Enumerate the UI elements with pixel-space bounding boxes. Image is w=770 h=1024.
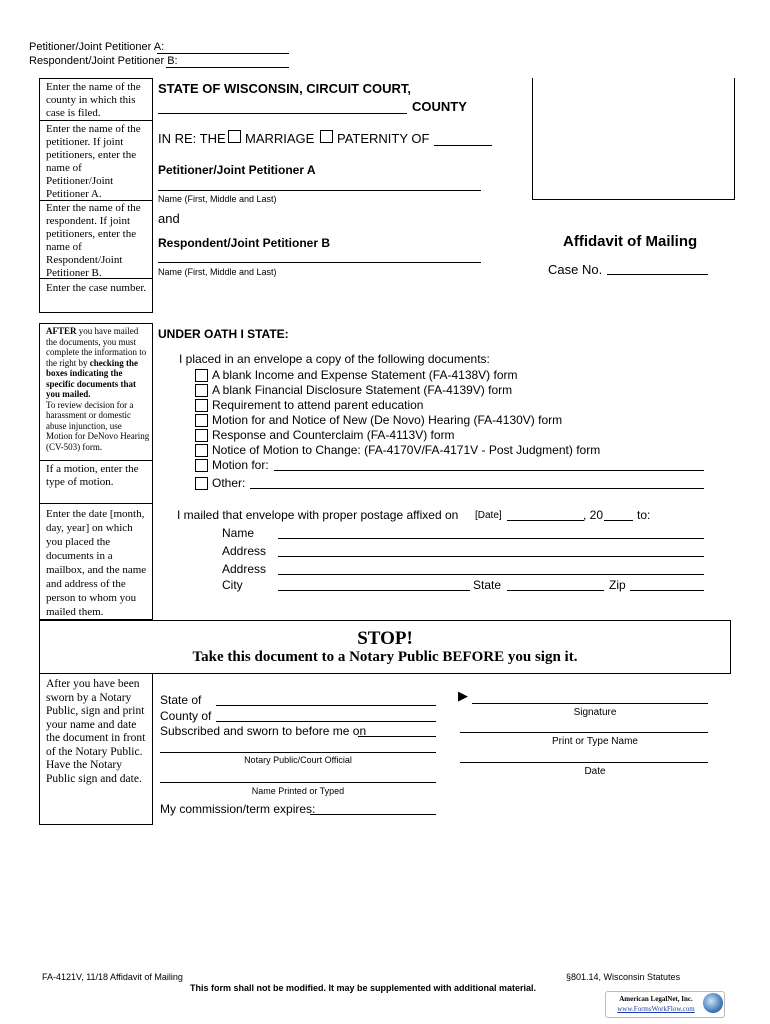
- other-label: Other:: [212, 476, 246, 490]
- recipient-name-field[interactable]: [278, 538, 704, 539]
- modification-notice: This form shall not be modified. It may be supplemented with additional material.: [190, 983, 537, 993]
- commission-field[interactable]: [310, 814, 436, 815]
- oath-heading: UNDER OATH I STATE:: [158, 327, 289, 341]
- signature-field[interactable]: [472, 703, 708, 704]
- state-field[interactable]: [507, 590, 604, 591]
- after-rest-text: you have mailed the documents, you must complete the information to the right by: [46, 326, 147, 368]
- checkbox-financial-disclosure[interactable]: [195, 384, 208, 397]
- mailing-date-field[interactable]: [507, 520, 584, 521]
- recipient-name-label: Name: [222, 526, 255, 540]
- mailing-sentence: I mailed that envelope with proper postage affixed on: [177, 508, 459, 522]
- item-parent-education: Requirement to attend parent education: [212, 398, 424, 412]
- print-name-label: Print or Type Name: [552, 736, 638, 747]
- item-de-novo: Motion for and Notice of New (De Novo) Hearing (FA-4130V) form: [212, 413, 563, 427]
- motion-type-note: If a motion, enter the type of motion.: [46, 463, 139, 488]
- date-field[interactable]: [460, 762, 708, 763]
- publisher-website-link[interactable]: www.FormsWorkFlow.com: [617, 1005, 695, 1013]
- item-motion-to-change: Notice of Motion to Change: (FA-4170V/FA-4171V - Post Judgment) form: [212, 443, 601, 457]
- recipient-address-field[interactable]: [278, 556, 704, 557]
- notary-official-label: Notary Public/Court Official: [244, 755, 352, 765]
- subscribed-label: Subscribed and sworn to before me on: [160, 724, 367, 738]
- state-of-field[interactable]: [216, 705, 436, 706]
- zip-label: Zip: [609, 578, 626, 592]
- oath-intro: I placed in an envelope a copy of the following documents:: [179, 352, 490, 366]
- year-prefix: , 20: [583, 508, 604, 522]
- review-note: To review decision for a harassment or domestic abuse injunction, use Motion for DeNovo Hearing (CV-503) form.: [46, 399, 150, 452]
- checking-bold-text: checking the boxes indicating the specific documents that you mailed.: [46, 357, 138, 399]
- date-hint: [Date]: [475, 510, 502, 521]
- marriage-checkbox[interactable]: [228, 130, 241, 143]
- item-response-counterclaim: Response and Counterclaim (FA-4113V) form: [212, 428, 455, 442]
- court-heading: STATE OF WISCONSIN, CIRCUIT COURT,: [158, 81, 412, 96]
- recipient-address-label: Address: [222, 544, 267, 558]
- checkbox-other[interactable]: [195, 477, 208, 490]
- print-name-field[interactable]: [460, 732, 708, 733]
- county-of-field[interactable]: [216, 721, 436, 722]
- statute: §801.14, Wisconsin Statutes: [566, 972, 681, 982]
- form-id: FA-4121V, 11/18 Affidavit of Mailing: [42, 972, 183, 982]
- city-label: City: [222, 578, 243, 592]
- checkbox-motion-for[interactable]: [195, 459, 208, 472]
- recipient-address2-label: Address: [222, 562, 267, 576]
- respondent-name-field[interactable]: [158, 262, 481, 263]
- respondent-name-hint: Name (First, Middle and Last): [158, 267, 277, 277]
- paternity-label: PATERNITY OF: [337, 131, 430, 146]
- in-re-label: IN RE: THE: [158, 131, 226, 146]
- checkbox-income-expense[interactable]: [195, 369, 208, 382]
- motion-for-label: Motion for:: [212, 458, 269, 472]
- state-of-label: State of: [160, 693, 202, 707]
- state-label: State: [473, 578, 502, 592]
- checkbox-motion-to-change[interactable]: [195, 444, 208, 457]
- to-label: to:: [637, 508, 651, 522]
- date-mailing-note: Enter the date [month, day, year] on which you placed the documents in a mailbox, and the name and address of the person to whom you mailed them.: [46, 508, 147, 618]
- publisher-logo-icon: [703, 993, 723, 1013]
- checkbox-response-counterclaim[interactable]: [195, 429, 208, 442]
- stop-subtitle: Take this document to a Notary Public BEFORE you sign it.: [192, 649, 578, 665]
- case-number-field[interactable]: [607, 274, 708, 275]
- other-field[interactable]: [250, 488, 704, 489]
- respondent-b-header-label: Respondent/Joint Petitioner B:: [29, 55, 178, 67]
- respondent-b-header-field[interactable]: [166, 67, 289, 68]
- item-financial-disclosure: A blank Financial Disclosure Statement (FA-4139V) form: [212, 383, 513, 397]
- petitioner-a-header-field[interactable]: [157, 53, 289, 54]
- notary-note: After you have been sworn by a Notary Public, sign and print your name and date the document in front of the Notary Public. Have the Notary Public sign and date.: [46, 678, 146, 785]
- petitioner-name-hint: Name (First, Middle and Last): [158, 194, 277, 204]
- date-label: Date: [584, 766, 606, 777]
- respondent-title: Respondent/Joint Petitioner B: [158, 236, 331, 250]
- instruction-petitioner: Enter the name of the petitioner. If joint petitioners, enter the name of Petitioner/Joint Petitioner A.: [46, 123, 141, 200]
- document-title: Affidavit of Mailing: [563, 233, 698, 250]
- recipient-address2-field[interactable]: [278, 574, 704, 575]
- commission-label: My commission/term expires:: [160, 802, 316, 816]
- instruction-county: Enter the name of the county in which this case is filed.: [46, 81, 141, 119]
- county-label: COUNTY: [412, 99, 467, 114]
- paternity-checkbox[interactable]: [320, 130, 333, 143]
- motion-for-field[interactable]: [274, 470, 704, 471]
- mailing-year-field[interactable]: [604, 520, 633, 521]
- marriage-label: MARRIAGE: [245, 131, 315, 146]
- publisher-name: American LegalNet, Inc.: [619, 995, 693, 1003]
- item-income-expense: A blank Income and Expense Statement (FA-4138V) form: [212, 368, 518, 382]
- petitioner-title: Petitioner/Joint Petitioner A: [158, 163, 316, 177]
- instruction-case-number: Enter the case number.: [46, 282, 147, 294]
- city-field[interactable]: [278, 590, 470, 591]
- case-number-label: Case No.: [548, 262, 603, 277]
- notary-signature-line[interactable]: [160, 752, 436, 753]
- paternity-field[interactable]: [434, 145, 492, 146]
- zip-field[interactable]: [630, 590, 704, 591]
- and-label: and: [158, 211, 180, 226]
- county-of-label: County of: [160, 709, 212, 723]
- checkbox-parent-education[interactable]: [195, 399, 208, 412]
- county-field[interactable]: [158, 113, 407, 114]
- checkbox-de-novo[interactable]: [195, 414, 208, 427]
- signature-label: Signature: [573, 707, 617, 718]
- after-bold-text: AFTER: [46, 326, 77, 336]
- sign-here-arrow-icon: ▶: [458, 688, 468, 703]
- subscribed-date-field[interactable]: [358, 736, 436, 737]
- after-mailing-note: [46, 326, 150, 452]
- instruction-respondent: Enter the name of the respondent. If joint petitioners, enter the name of Respondent/Joint Petitioner B.: [46, 202, 141, 279]
- petitioner-a-header-label: Petitioner/Joint Petitioner A:: [29, 41, 165, 53]
- notary-printed-label: Name Printed or Typed: [251, 786, 345, 796]
- petitioner-name-field[interactable]: [158, 190, 481, 191]
- stop-title: STOP!: [357, 628, 413, 649]
- notary-printed-name-line[interactable]: [160, 782, 436, 783]
